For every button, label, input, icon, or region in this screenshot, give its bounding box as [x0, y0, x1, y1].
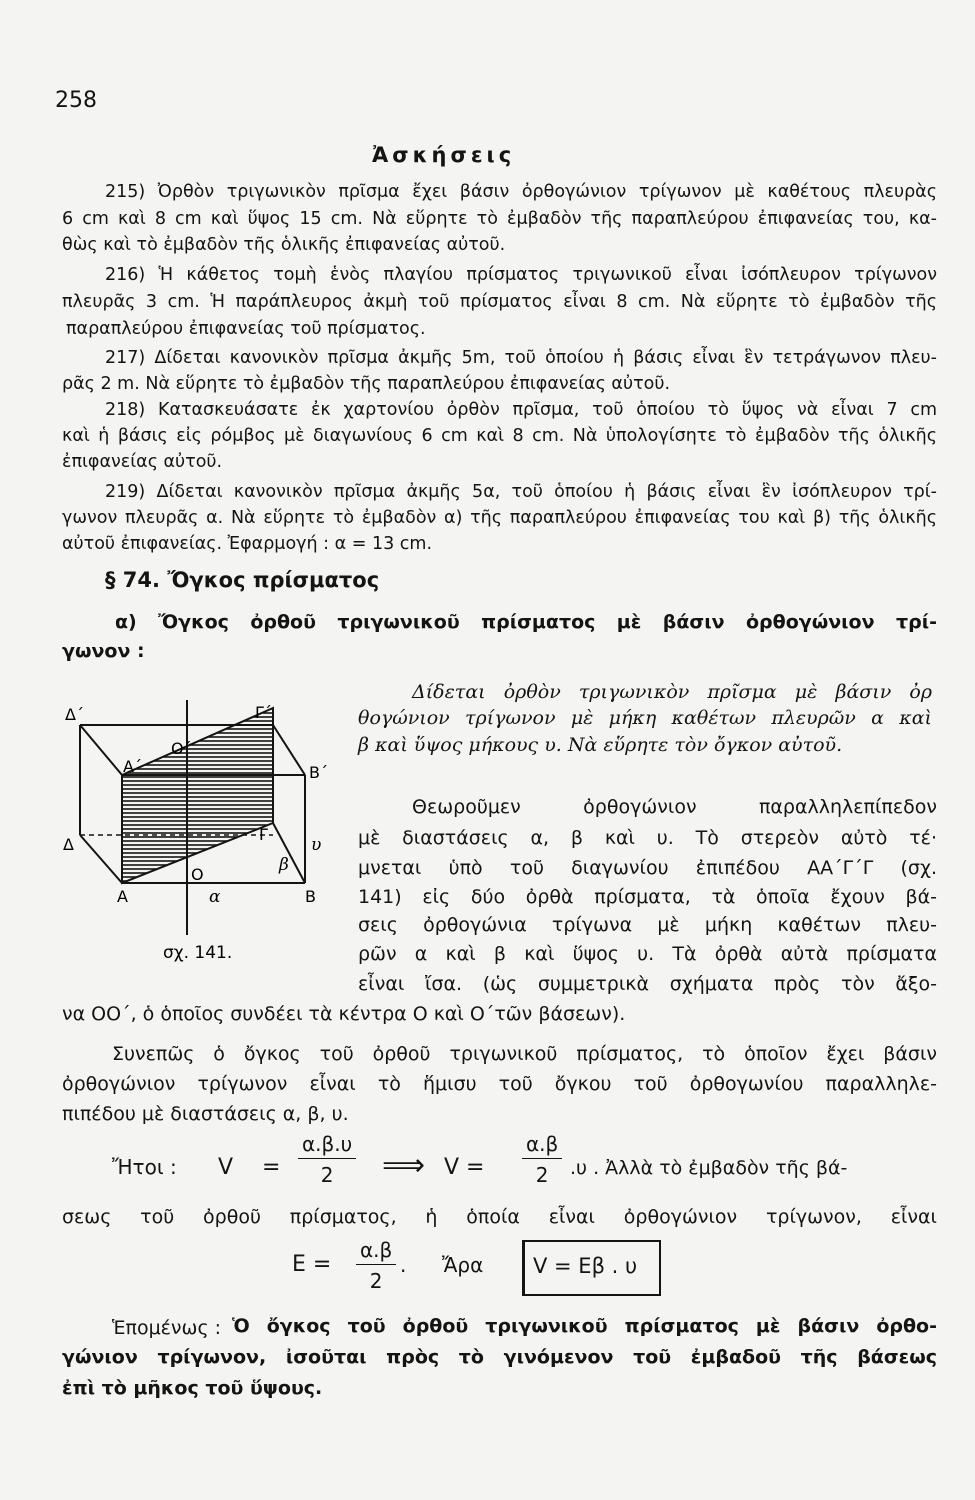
conclusion-line-2: ὀρθογώνιον τρίγωνον εἶναι τὸ ἥμισυ τοῦ ὄγκου τοῦ ὀρθογωνίου παραλληλε- [62, 1073, 937, 1095]
label-b: Β [305, 887, 316, 906]
label-upsilon: υ [311, 835, 322, 855]
fraction-ab-numerator: α.β [522, 1132, 562, 1159]
label-b-prime: Β΄ [309, 763, 328, 782]
formula-text-line: σεως τοῦ ὀρθοῦ πρίσματος, ἡ ὁποία εἶναι ὀρθογώνιον τρίγωνον, εἶναι [62, 1206, 937, 1228]
formula-equals: = [262, 1155, 281, 1180]
fraction-area [356, 1238, 396, 1293]
label-beta: β [279, 855, 289, 875]
exercise-216-line-1: 216) Ἡ κάθετος τομὴ ἑνὸς πλαγίου πρίσματος τριγωνικοῦ εἶναι ἰσόπλευρον τρίγωνον [105, 265, 937, 285]
exercise-219-line-2: γωνον πλευρᾶς α. Νὰ εὕρητε τὸ ἐμβαδὸν α) τῆς παραπλεύρου ἐπιφανείας του καὶ β) τῆς ὁλικῆς [62, 508, 937, 528]
exercise-217-line-2: ρᾶς 2 m. Νὰ εὕρητε τὸ ἐμβαδὸν τῆς παραπλεύρου ἐπιφανείας αὐτοῦ. [62, 374, 671, 394]
formula-e: E = [292, 1252, 332, 1277]
body-line-5: σεις ὀρθογώνια τρίγωνα μὲ μήκη καθέτων πλευ- [358, 914, 937, 936]
formula-dot: . [400, 1253, 407, 1277]
formula-v: V [218, 1155, 234, 1180]
label-alpha: α [209, 887, 221, 907]
exercise-215-line-1: 215) Ὀρθὸν τριγωνικὸν πρῖσμα ἔχει βάσιν ὀρθογώνιον τρίγωνον μὲ καθέτους πλευρὰς [105, 182, 937, 202]
diagonal-plane-hatched [122, 708, 273, 883]
exercise-216-line-2: πλευρᾶς 3 cm. Ἡ παράπλευρος ἀκμὴ τοῦ πρίσματος εἶναι 8 cm. Νὰ εὕρητε τὸ ἐμβαδὸν τῆς [62, 292, 937, 312]
figure-caption: σχ. 141. [163, 943, 233, 963]
label-delta-prime: Δ΄ [65, 705, 84, 724]
exercise-215-line-3: θὼς καὶ τὸ ἐμβαδὸν τῆς ὁλικῆς ἐπιφανείας αὐτοῦ. [62, 235, 506, 255]
problem-line-2: θογώνιον τρίγωνον μὲ μήκη καθέτων πλευρῶν α καὶ [358, 707, 932, 729]
subsection-line-2: γωνον : [62, 640, 145, 662]
label-a: Α [117, 887, 128, 906]
implies-arrow: ⟹ [382, 1148, 426, 1183]
body-line-2: μὲ διαστάσεις α, β καὶ υ. Τὸ στερεὸν αὐτὸ τέ· [358, 827, 937, 849]
fraction-volume-denominator: 2 [320, 1163, 334, 1187]
fraction-area-denominator: 2 [369, 1269, 383, 1293]
body-line-8: να ΟΟ΄, ὁ ὁποῖος συνδέει τὰ κέντρα Ο καὶ Ο΄τῶν βάσεων). [62, 1003, 626, 1025]
fraction-ab-denominator: 2 [535, 1163, 549, 1187]
fraction-area-numerator: α.β [356, 1238, 396, 1265]
prism-figure [55, 680, 340, 990]
subsection-line-1: α) Ὄγκος ὀρθοῦ τριγωνικοῦ πρίσματος μὲ βάσιν ὀρθογώνιον τρί- [115, 611, 937, 633]
exercise-218-line-1: 218) Κατασκευάσατε ἐκ χαρτονίου ὀρθὸν πρῖσμα, τοῦ ὁποίου τὸ ὕψος νὰ εἶναι 7 cm [105, 400, 937, 420]
problem-line-1: Δίδεται ὀρθὸν τριγωνικὸν πρῖσμα μὲ βάσιν ὀρ [412, 681, 932, 703]
label-delta: Δ [63, 835, 74, 854]
formula-intro: Ἤτοι : [112, 1155, 177, 1179]
fraction-volume [298, 1132, 356, 1187]
exercise-215-line-2: 6 cm καὶ 8 cm καὶ ὕψος 15 cm. Νὰ εὕρητε τὸ ἐμβαδὸν τῆς παραπλεύρου ἐπιφανείας του, κα- [62, 209, 937, 229]
exercise-216-line-3: παραπλεύρου ἐπιφανείας τοῦ πρίσματος. [66, 319, 426, 339]
exercise-219-line-3: αὐτοῦ ἐπιφανείας. Ἐφαρμογή : α = 13 cm. [62, 534, 433, 554]
final-intro: Ἑπομένως : [112, 1317, 222, 1339]
label-o-prime: Ο΄ [171, 739, 192, 758]
exercise-217-line-1: 217) Δίδεται κανονικὸν πρῖσμα ἀκμῆς 5m, τοῦ ὁποίου ἡ βάσις εἶναι ἓν τετράγωνον πλευ- [105, 348, 937, 368]
section-title: § 74. Ὄγκος πρίσματος [105, 568, 380, 592]
body-line-4: 141) εἰς δύο ὀρθὰ πρίσματα, τὰ ὁποῖα ἔχουν βά- [358, 886, 937, 908]
body-line-3: μνεται ὑπὸ τοῦ διαγωνίου ἐπιπέδου ΑΑ΄Γ΄Γ (σχ. [358, 857, 937, 879]
page-number: 258 [55, 88, 97, 113]
exercise-218-line-3: ἐπιφανείας αὐτοῦ. [62, 452, 223, 472]
final-line-2: γώνιον τρίγωνον, ἰσοῦται πρὸς τὸ γινόμενον τοῦ ἐμβαδοῦ τῆς βάσεως [62, 1346, 937, 1368]
fraction-volume-numerator: α.β.υ [298, 1132, 356, 1159]
label-gamma: Γ [259, 825, 268, 844]
problem-line-3: β καὶ ὕψος μήκους υ. Νὰ εὕρητε τὸν ὄγκον αὐτοῦ. [358, 734, 843, 756]
boxed-result [522, 1240, 661, 1296]
exercise-219-line-1: 219) Δίδεται κανονικὸν πρῖσμα ἀκμῆς 5α, τοῦ ὁποίου ἡ βάσις εἶναι ἓν ἰσόπλευρον τρί- [105, 482, 937, 502]
exercise-218-line-2: καὶ ἡ βάσις εἰς ρόμβος μὲ διαγωνίους 6 cm καὶ 8 cm. Νὰ ὑπολογίσητε τὸ ἐμβαδὸν τῆς ὁλικῆς [62, 426, 937, 446]
conclusion-line-1: Συνεπῶς ὁ ὄγκος τοῦ ὀρθοῦ τριγωνικοῦ πρίσματος, τὸ ὁποῖον ἔχει βάσιν [112, 1043, 937, 1065]
formula-tail: .υ . Ἀλλὰ τὸ ἐμβαδὸν τῆς βά- [570, 1157, 848, 1179]
boxed-result-text: V = Eβ . υ [533, 1254, 638, 1278]
formula-v2: V = [444, 1155, 485, 1180]
body-line-6: ρῶν α καὶ β καὶ ὕψος υ. Τὰ ὀρθὰ αὐτὰ πρίσματα [358, 943, 937, 965]
formula-ara: Ἄρα [442, 1253, 484, 1277]
label-o: Ο [191, 865, 204, 884]
final-line-1: Ὁ ὄγκος τοῦ ὀρθοῦ τριγωνικοῦ πρίσματος μὲ βάσιν ὀρθο- [232, 1315, 937, 1337]
label-gamma-prime: Γ΄ [255, 703, 272, 722]
label-a-prime: Α΄ [123, 757, 142, 776]
final-line-3: ἐπὶ τὸ μῆκος τοῦ ὕψους. [62, 1377, 323, 1399]
conclusion-line-3: πιπέδου μὲ διαστάσεις α, β, υ. [62, 1103, 349, 1125]
body-line-7: εἶναι ἴσα. (ὡς συμμετρικὰ σχήματα πρὸς τὸν ἄξο- [358, 973, 937, 995]
exercises-heading: Ἀσκήσεις [372, 143, 516, 167]
body-line-1: Θεωροῦμεν ὀρθογώνιον παραλληλεπίπεδον [412, 796, 937, 818]
fraction-ab [522, 1132, 562, 1187]
